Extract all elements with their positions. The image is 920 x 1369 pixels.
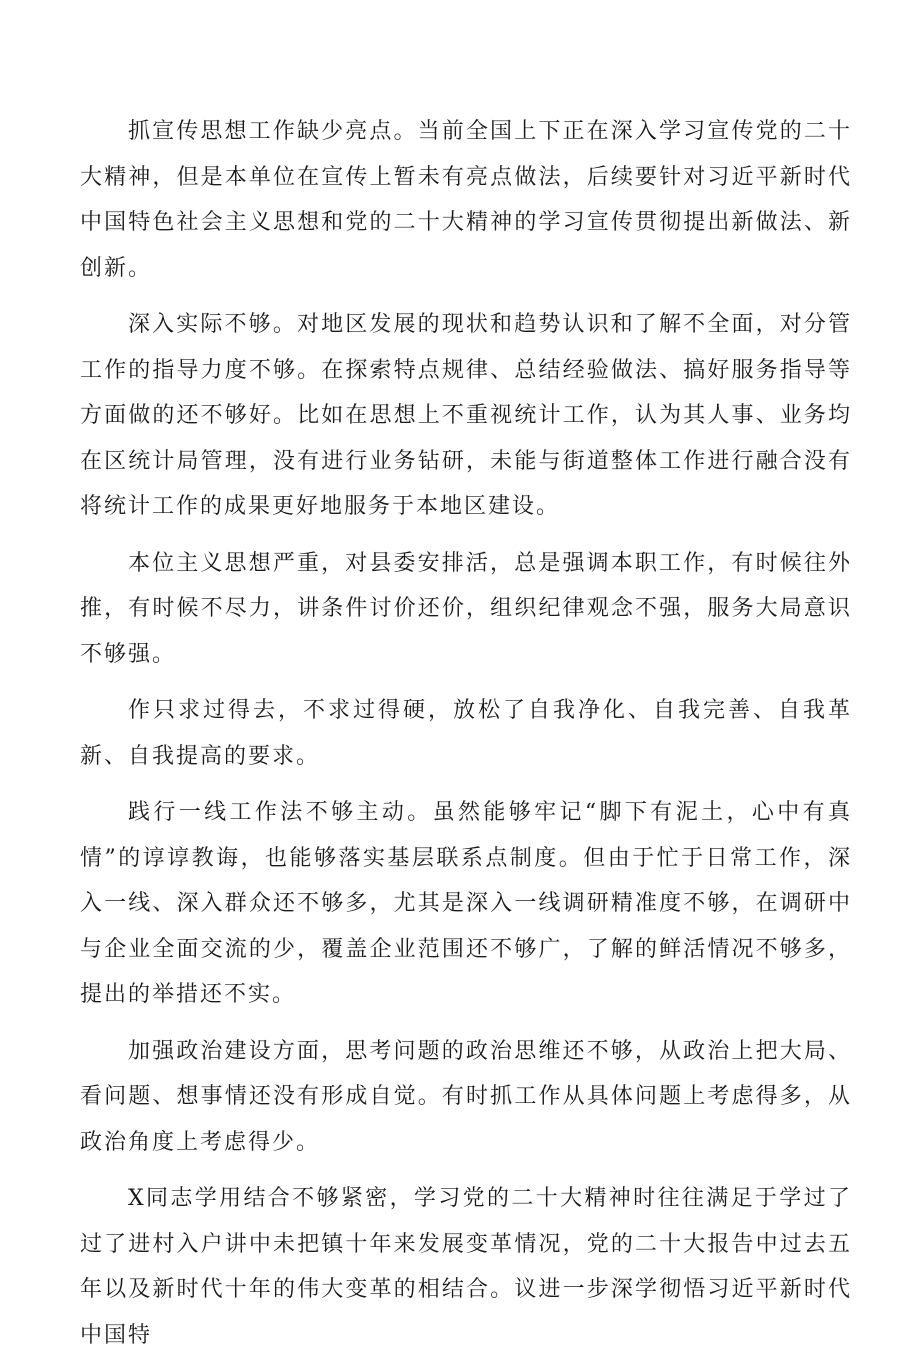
paragraph-frontline-work: 践行一线工作法不够主动。虽然能够牢记“脚下有泥土，心中有真情”的谆谆教诲，也能够落实基层联系点制度。但由于忙于日常工作，深入一线、深入群众还不够多，尤其是深入一线调研精准度不够，在调研中与企业全面交流的少，覆盖企业范围还不够广，了解的鲜活情况不够多，提出的举措还不实。 xyxy=(80,800,852,1007)
paragraph-insufficient-practice: 深入实际不够。对地区发展的现状和趋势认识和了解不全面，对分管工作的指导力度不够。在探索特点规律、总结经验做法、搞好服务指导等方面做的还不够好。比如在思想上不重视统计工作，认为其人事、业务均在区统计局管理，没有进行业务钻研，未能与街道整体工作进行融合没有将统计工作的成果更好地服务于本地区建设。 xyxy=(80,312,852,519)
paragraph-self-improvement: 作只求过得去，不求过得硬，放松了自我净化、自我完善、自我革新、自我提高的要求。 xyxy=(80,698,852,769)
paragraph-publicity-highlights: 抓宣传思想工作缺少亮点。当前全国上下正在深入学习宣传党的二十大精神，但是本单位在宣传上暂未有亮点做法，后续要针对习近平新时代中国特色社会主义思想和党的二十大精神的学习宣传贯彻提出新做法、新创新。 xyxy=(80,119,852,281)
document-body xyxy=(80,109,852,1369)
paragraph-departmentalism: 本位主义思想严重，对县委安排活，总是强调本职工作，有时候往外推，有时候不尽力，讲条件讨价还价，组织纪律观念不强，服务大局意识不够强。 xyxy=(80,550,852,667)
paragraph-study-application: X同志学用结合不够紧密，学习党的二十大精神时往往满足于学过了过了进村入户讲中未把镇十年来发展变革情况，党的二十大报告中过去五年以及新时代十年的伟大变革的相结合。议进一步深学彻悟习近平新时代中国特 xyxy=(80,1186,852,1348)
paragraph-political-building: 加强政治建设方面，思考问题的政治思维还不够，从政治上把大局、看问题、想事情还没有形成自觉。有时抓工作从具体问题上考虑得多，从政治角度上考虑得少。 xyxy=(80,1038,852,1155)
